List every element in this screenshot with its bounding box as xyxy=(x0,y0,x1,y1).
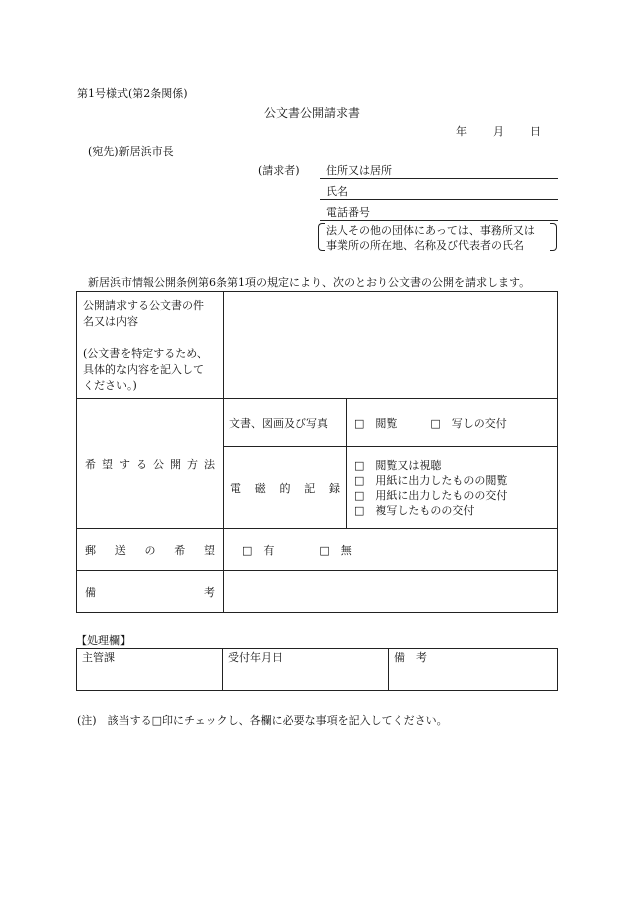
mail-label: 郵 送 の 希 望 xyxy=(85,543,215,557)
processing-heading: 【処理欄】 xyxy=(76,634,131,647)
doc-note-line-1: (公文書を特定するため、 xyxy=(83,347,208,360)
date-day: 日 xyxy=(530,125,541,138)
doc-name-line-2: 名又は内容 xyxy=(83,315,138,328)
remarks-label: 備 考 xyxy=(85,585,215,599)
footnote: (注) 該当する□印にチェックし、各欄に必要な事項を記入してください。 xyxy=(77,714,448,727)
addressee: (宛先)新居浜市長 xyxy=(88,145,174,158)
method-label: 希 望 す る 公 開 方 法 xyxy=(85,457,215,471)
electronic-option-print-delivery-checkbox[interactable]: □ 用紙に出力したものの交付 xyxy=(354,488,508,502)
request-table xyxy=(76,291,558,613)
electronic-option-print-view-checkbox[interactable]: □ 用紙に出力したものの閲覧 xyxy=(354,473,508,487)
electronic-label-cell xyxy=(224,447,347,529)
processing-date-label: 受付年月日 xyxy=(228,651,283,664)
requester-label: (請求者) xyxy=(258,164,300,177)
form-title: 公文書公開請求書 xyxy=(264,106,361,120)
date-year: 年 xyxy=(456,125,467,138)
mail-options-cell xyxy=(224,529,558,571)
method-label-cell xyxy=(77,399,224,529)
doc-note-line-3: ください。) xyxy=(83,379,137,392)
paper-option-copy-checkbox[interactable]: □ 写しの交付 xyxy=(430,416,507,430)
doc-name-label-cell xyxy=(77,292,224,399)
address-line[interactable] xyxy=(320,178,558,179)
doc-note-line-2: 具体的な内容を記入して xyxy=(83,363,204,376)
processing-dept-cell[interactable] xyxy=(77,649,223,691)
doc-name-line-1: 公開請求する公文書の件 xyxy=(83,299,204,312)
electronic-option-view-checkbox[interactable]: □ 閲覧又は視聴 xyxy=(354,458,442,472)
processing-date-cell[interactable] xyxy=(223,649,389,691)
mail-option-no-checkbox[interactable]: □ 無 xyxy=(319,543,352,557)
processing-dept-label: 主管課 xyxy=(82,651,115,664)
processing-remarks-label: 備 考 xyxy=(394,651,427,664)
form-number: 第1号様式(第2条関係) xyxy=(77,87,188,100)
remarks-input-cell[interactable] xyxy=(224,571,558,613)
name-line[interactable] xyxy=(320,199,558,200)
paper-option-view-checkbox[interactable]: □ 閲覧 xyxy=(354,416,398,430)
intro-text: 新居浜市情報公開条例第6条第1項の規定により、次のとおり公文書の公開を請求します。 xyxy=(88,276,531,289)
remarks-label-cell xyxy=(77,571,224,613)
paper-options-cell xyxy=(347,399,558,447)
date-month: 月 xyxy=(493,125,504,138)
electronic-options-cell xyxy=(347,447,558,529)
left-bracket xyxy=(318,223,325,251)
doc-name-input-cell[interactable] xyxy=(224,292,558,399)
processing-table xyxy=(76,648,558,691)
corp-note-1: 法人その他の団体にあっては、事務所又は xyxy=(326,224,535,237)
mail-label-cell xyxy=(77,529,224,571)
paper-label-cell xyxy=(224,399,347,447)
mail-option-yes-checkbox[interactable]: □ 有 xyxy=(242,543,275,557)
address-label: 住所又は居所 xyxy=(326,164,392,177)
phone-label: 電話番号 xyxy=(326,206,370,219)
name-label: 氏名 xyxy=(326,185,348,198)
electronic-label: 電 磁 的 記 録 xyxy=(230,481,340,495)
electronic-option-copy-checkbox[interactable]: □ 複写したものの交付 xyxy=(354,503,475,517)
corp-note-2: 事業所の所在地、名称及び代表者の氏名 xyxy=(326,239,524,252)
paper-label: 文書、図画及び写真 xyxy=(229,416,328,430)
right-bracket xyxy=(550,223,557,251)
processing-remarks-cell[interactable] xyxy=(389,649,558,691)
phone-line[interactable] xyxy=(320,220,558,221)
